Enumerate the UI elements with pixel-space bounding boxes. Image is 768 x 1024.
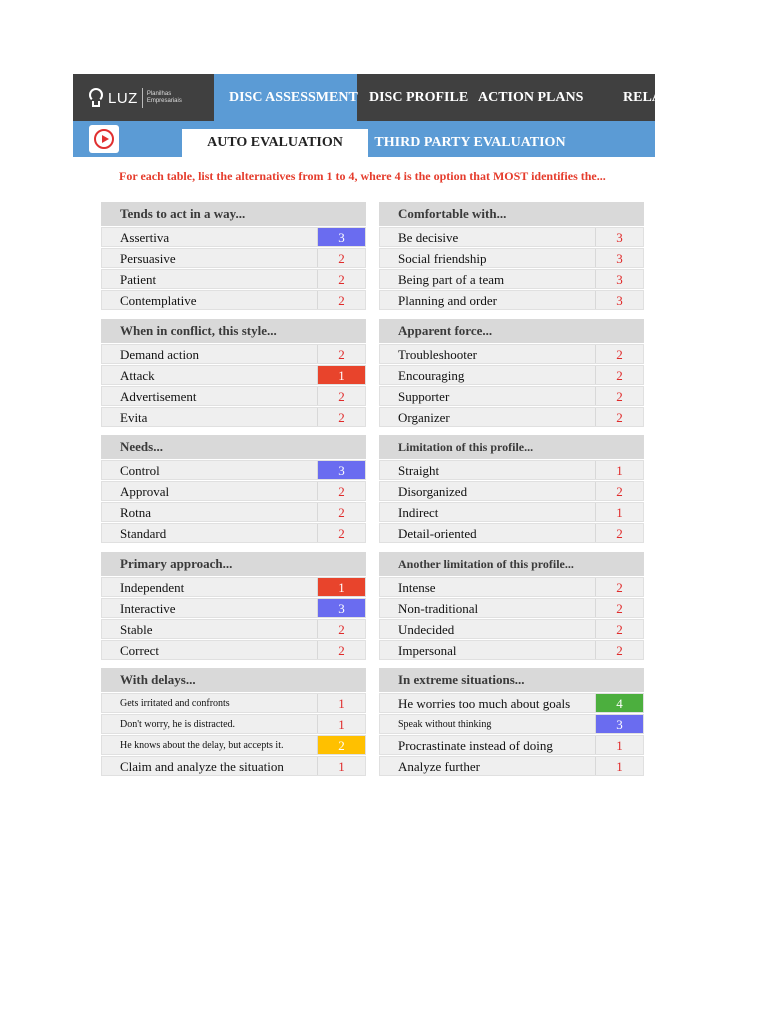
table-row [101, 756, 366, 776]
row-label: Contemplative [120, 293, 197, 308]
row-label: Standard [120, 526, 167, 541]
play-icon [94, 129, 114, 149]
table-limitation [379, 435, 644, 543]
rank-value-cell[interactable]: 3 [317, 228, 365, 246]
row-label: Planning and order [398, 293, 497, 308]
logo-subtitle: Planilhas Empresariais [146, 91, 182, 104]
rank-value-cell[interactable]: 2 [317, 387, 365, 405]
row-label: Undecided [398, 622, 455, 637]
table-row [379, 693, 644, 713]
row-label: Supporter [398, 389, 450, 404]
row-label: He knows about the delay, but accepts it. [120, 740, 284, 751]
table-row [101, 460, 366, 480]
rank-value-cell[interactable]: 1 [317, 757, 365, 775]
row-label: Don't worry, he is distracted. [120, 719, 236, 730]
row-label: Speak without thinking [398, 719, 492, 730]
table-row [101, 714, 366, 734]
row-label: Demand action [120, 347, 200, 362]
row-label: Impersonal [398, 643, 457, 658]
table-row [379, 577, 644, 597]
row-label: Gets irritated and confronts [120, 698, 230, 709]
table-another-limitation [379, 552, 644, 660]
table-row [379, 386, 644, 406]
table-row [379, 269, 644, 289]
table-row [379, 756, 644, 776]
rank-value-cell[interactable]: 3 [595, 249, 643, 267]
rank-value-cell[interactable]: 3 [595, 715, 643, 733]
rank-value-cell[interactable]: 2 [317, 249, 365, 267]
row-label: Attack [120, 368, 155, 383]
row-label: Correct [120, 643, 159, 658]
row-label: Detail-oriented [398, 526, 477, 541]
rank-value-cell[interactable]: 2 [317, 503, 365, 521]
table-title: Needs... [101, 435, 366, 459]
rank-value-cell[interactable]: 1 [595, 736, 643, 754]
row-label: Encouraging [398, 368, 465, 383]
row-label: Stable [120, 622, 153, 637]
table-row [101, 502, 366, 522]
table-tends-to-act [101, 202, 366, 310]
nav-action-plans[interactable]: ACTION PLANS [478, 90, 584, 105]
rank-value-cell[interactable]: 3 [317, 599, 365, 617]
row-label: Independent [120, 580, 185, 595]
table-row [379, 460, 644, 480]
table-row [379, 714, 644, 734]
table-row [379, 481, 644, 501]
table-row [101, 640, 366, 660]
table-row [101, 344, 366, 364]
row-label: Patient [120, 272, 157, 287]
rank-value-cell[interactable]: 2 [317, 524, 365, 542]
table-row [101, 269, 366, 289]
rank-value-cell[interactable]: 3 [317, 461, 365, 479]
table-title: Apparent force... [379, 319, 644, 343]
table-row [379, 735, 644, 755]
table-row [379, 640, 644, 660]
rank-value-cell[interactable]: 1 [595, 503, 643, 521]
row-label: He worries too much about goals [398, 696, 571, 711]
row-label: Evita [120, 410, 148, 425]
row-label: Advertisement [120, 389, 197, 404]
rank-value-cell[interactable]: 3 [595, 291, 643, 309]
table-row [101, 386, 366, 406]
row-label: Disorganized [398, 484, 468, 499]
row-label: Analyze further [398, 759, 480, 774]
table-row [379, 407, 644, 427]
rank-value-cell[interactable]: 2 [317, 291, 365, 309]
row-label: Procrastinate instead of doing [398, 738, 553, 753]
table-comfortable-with [379, 202, 644, 310]
row-label: Approval [120, 484, 170, 499]
table-title: When in conflict, this style... [101, 319, 366, 343]
rank-value-cell[interactable]: 2 [317, 345, 365, 363]
rank-value-cell[interactable]: 4 [595, 694, 643, 712]
table-apparent-force [379, 319, 644, 427]
row-label: Non-traditional [398, 601, 479, 616]
rank-value-cell[interactable]: 2 [317, 641, 365, 659]
rank-value-cell[interactable]: 2 [595, 524, 643, 542]
rank-value-cell[interactable]: 1 [317, 578, 365, 596]
table-row [101, 619, 366, 639]
row-label: Control [120, 463, 160, 478]
table-row [379, 248, 644, 268]
table-row [379, 523, 644, 543]
table-row [101, 693, 366, 713]
table-needs [101, 435, 366, 543]
rank-value-cell[interactable]: 1 [317, 366, 365, 384]
rank-value-cell[interactable]: 3 [595, 228, 643, 246]
row-label: Straight [398, 463, 440, 478]
instruction-text: For each table, list the alternatives from 1 to 4, where 4 is the option that MOST identifies the... [119, 169, 606, 183]
row-label: Indirect [398, 505, 439, 520]
rank-value-cell[interactable]: 1 [595, 461, 643, 479]
tab-auto-evaluation[interactable]: AUTO EVALUATION [182, 129, 368, 157]
rank-value-cell[interactable]: 2 [595, 641, 643, 659]
rank-value-cell[interactable]: 2 [595, 366, 643, 384]
rank-value-cell[interactable]: 2 [595, 345, 643, 363]
logo-name: LUZ [108, 89, 138, 107]
table-row [379, 502, 644, 522]
play-video-button[interactable] [89, 125, 119, 153]
rank-value-cell[interactable]: 1 [317, 715, 365, 733]
row-label: Social friendship [398, 251, 487, 266]
table-row [379, 598, 644, 618]
row-label: Claim and analyze the situation [120, 759, 284, 774]
nav-reports[interactable]: RELA [623, 90, 662, 105]
rank-value-cell[interactable]: 2 [317, 736, 365, 754]
rank-value-cell[interactable]: 2 [595, 408, 643, 426]
table-title: Comfortable with... [379, 202, 644, 226]
top-navigation-bar [73, 74, 662, 121]
row-label: Intense [398, 580, 436, 595]
row-label: Be decisive [398, 230, 459, 245]
table-row [379, 227, 644, 247]
row-label: Assertiva [120, 230, 170, 245]
table-row [101, 407, 366, 427]
table-row [379, 619, 644, 639]
table-title: Primary approach... [101, 552, 366, 576]
nav-disc-profile[interactable]: DISC PROFILE [369, 90, 469, 105]
table-title: Another limitation of this profile... [379, 552, 644, 576]
table-row [101, 227, 366, 247]
table-title: In extreme situations... [379, 668, 644, 692]
row-label: Being part of a team [398, 272, 505, 287]
row-label: Organizer [398, 410, 450, 425]
lightbulb-icon [89, 88, 103, 108]
table-title: Limitation of this profile... [379, 435, 644, 459]
luz-logo[interactable] [89, 84, 182, 112]
table-row [101, 481, 366, 501]
rank-value-cell[interactable]: 2 [317, 620, 365, 638]
tab-third-party-evaluation[interactable]: THIRD PARTY EVALUATION [374, 135, 566, 150]
rank-value-cell[interactable]: 2 [595, 482, 643, 500]
nav-disc-assessment[interactable]: DISC ASSESSMENT [214, 74, 357, 121]
row-label: Troubleshooter [398, 347, 477, 362]
rank-value-cell[interactable]: 2 [595, 599, 643, 617]
table-row [379, 365, 644, 385]
table-row [101, 577, 366, 597]
table-row [379, 344, 644, 364]
table-row [101, 735, 366, 755]
table-conflict-style [101, 319, 366, 427]
table-primary-approach [101, 552, 366, 660]
rank-value-cell[interactable]: 1 [317, 694, 365, 712]
rank-value-cell[interactable]: 2 [317, 270, 365, 288]
rank-value-cell[interactable]: 2 [317, 408, 365, 426]
rank-value-cell[interactable]: 2 [317, 482, 365, 500]
logo-divider [142, 88, 143, 108]
row-label: Interactive [120, 601, 176, 616]
table-title: Tends to act in a way... [101, 202, 366, 226]
rank-value-cell[interactable]: 1 [595, 757, 643, 775]
table-row [101, 365, 366, 385]
table-with-delays [101, 668, 366, 776]
table-row [101, 523, 366, 543]
rank-value-cell[interactable]: 3 [595, 270, 643, 288]
table-extreme-situations [379, 668, 644, 776]
table-row [101, 248, 366, 268]
row-label: Rotna [120, 505, 152, 520]
evaluation-tab-bar [73, 121, 655, 157]
table-row [101, 290, 366, 310]
row-label: Persuasive [120, 251, 176, 266]
table-row [101, 598, 366, 618]
rank-value-cell[interactable]: 2 [595, 387, 643, 405]
rank-value-cell[interactable]: 2 [595, 578, 643, 596]
table-title: With delays... [101, 668, 366, 692]
rank-value-cell[interactable]: 2 [595, 620, 643, 638]
table-row [379, 290, 644, 310]
